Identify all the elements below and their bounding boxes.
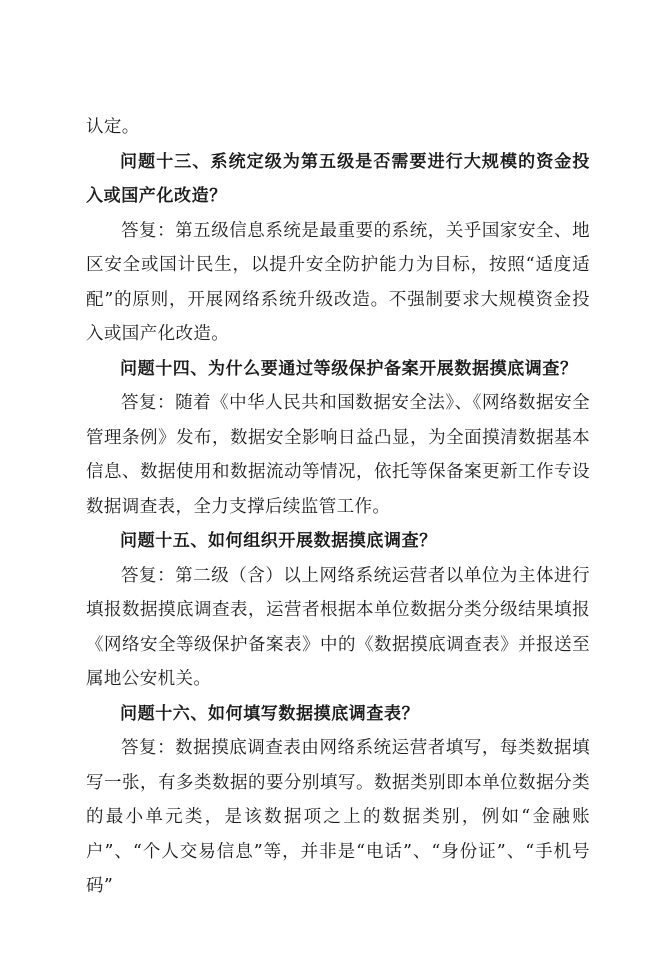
answer-15: 答复：第二级（含）以上网络系统运营者以单位为主体进行填报数据摸底调查表，运营者根据本单位数据分类分级结果填报《网络安全等级保护备案表》中的《数据摸底调查表》并报送至属地公安机关。 <box>86 565 590 689</box>
answer-16: 答复：数据摸底调查表由网络系统运营者填写，每类数据填写一张，有多类数据的要分别填写。数据类别即本单位数据分类的最小单元类，是该数据项之上的数据类别，例如“金融账户”、“个人交易信息”等，并非是“电话”、“身份证”、“手机号码” <box>86 738 590 896</box>
answer-14: 答复：随着《中华人民共和国数据安全法》、《网络数据安全管理条例》发布，数据安全影响日益凸显，为全面摸清数据基本信息、数据使用和数据流动等情况，依托等保备案更新工作专设数据调查表，全力支撑后续监管工作。 <box>86 393 590 517</box>
document-body <box>86 110 590 904</box>
question-13: 问题十三、系统定级为第五级是否需要进行大规模的资金投入或国产化改造？ <box>86 151 590 206</box>
continuation-text: 认定。 <box>86 117 140 137</box>
question-16: 问题十六、如何填写数据摸底调查表？ <box>120 703 420 724</box>
answer-13: 答复：第五级信息系统是最重要的系统，关乎国家安全、地区安全或国计民生，以提升安全防护能力为目标，按照“适度适配”的原则，开展网络系统升级改造。不强制要求大规模资金投入或国产化改造。 <box>86 220 590 344</box>
question-15: 问题十五、如何组织开展数据摸底调查？ <box>120 531 437 551</box>
question-14: 问题十四、为什么要通过等级保护备案开展数据摸底调查？ <box>120 358 578 379</box>
